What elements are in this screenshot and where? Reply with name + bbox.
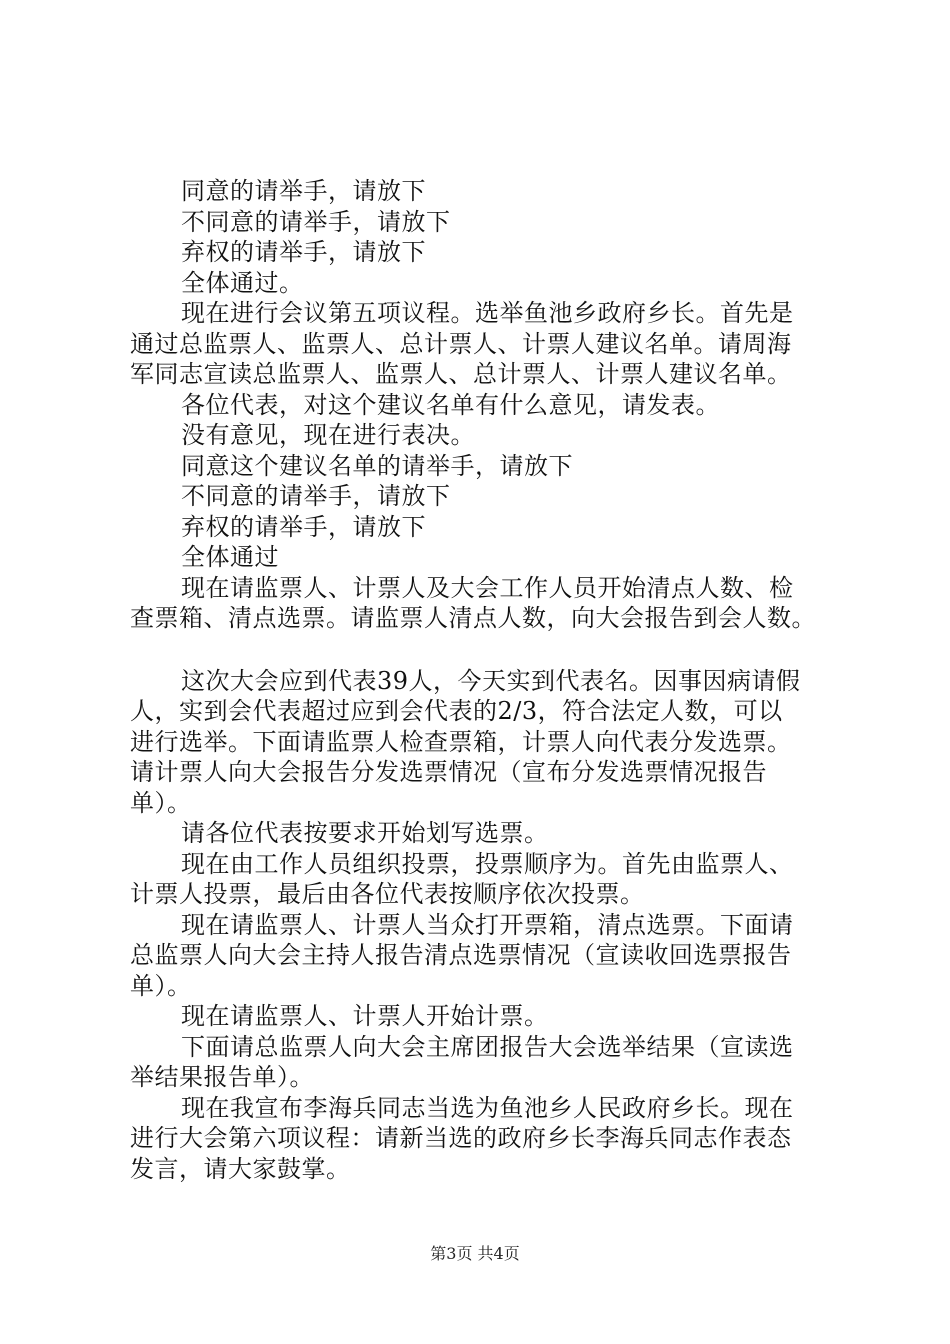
text-line: 不同意的请举手，请放下 [181,207,451,236]
text-line: 没有意见，现在进行表决。 [181,421,475,449]
text-line: 不同意的请举手，请放下 [181,482,451,510]
paragraph-gap [130,634,840,666]
text-line: 这次大会应到代表39人，今天实到代表名。因事因病请假 [181,666,801,695]
text-line: 现在请监票人、计票人及大会工作人员开始清点人数、检 [181,573,794,602]
text-line: 现在请监票人、计票人开始计票。 [181,1002,549,1030]
text-line: 现在请监票人、计票人当众打开票箱，清点选票。下面请 [181,910,794,939]
text-line: 单）。 [130,971,192,1000]
text-line: 现在由工作人员组织投票，投票顺序为。首先由监票人、 [181,849,794,878]
text-line: 查票箱、清点选票。请监票人清点人数，向大会报告到会人数。 [130,604,816,632]
text-line: 进行选举。下面请监票人检查票箱，计票人向代表分发选票。 [130,727,792,756]
text-line: 计票人投票，最后由各位代表按顺序依次投票。 [130,880,645,908]
text-line: 军同志宣读总监票人、监票人、总计票人、计票人建议名单。 [130,360,792,388]
text-line: 举结果报告单）。 [130,1063,314,1091]
text-line: 全体通过 [181,543,279,571]
text-line: 发言，请大家鼓掌。 [130,1154,351,1183]
page-footer: 第3页 共4页 [430,1244,520,1263]
text-line: 通过总监票人、监票人、总计票人、计票人建议名单。请周海 [130,329,792,358]
document-body [130,176,840,1184]
text-line: 进行大会第六项议程：请新当选的政府乡长李海兵同志作表态 [130,1124,792,1152]
text-line: 弃权的请举手，请放下 [181,238,426,266]
text-line: 全体通过。 [181,268,304,297]
text-line: 请各位代表按要求开始划写选票。 [181,819,549,847]
text-line: 现在进行会议第五项议程。选举鱼池乡政府乡长。首先是 [181,299,794,327]
text-line: 单）。 [130,788,192,817]
text-line: 弃权的请举手，请放下 [181,512,426,541]
text-line: 下面请总监票人向大会主席团报告大会选举结果（宣读选 [181,1032,794,1061]
text-line: 现在我宣布李海兵同志当选为鱼池乡人民政府乡长。现在 [181,1093,794,1122]
text-line: 各位代表，对这个建议名单有什么意见，请发表。 [181,390,720,419]
text-line: 同意的请举手，请放下 [181,177,426,205]
text-line: 同意这个建议名单的请举手，请放下 [181,451,573,480]
text-line: 人，实到会代表超过应到会代表的2/3，符合法定人数，可以 [130,697,783,725]
text-line: 请计票人向大会报告分发选票情况（宣布分发选票情况报告 [130,758,767,786]
text-line: 总监票人向大会主持人报告清点选票情况（宣读收回选票报告 [130,941,792,969]
